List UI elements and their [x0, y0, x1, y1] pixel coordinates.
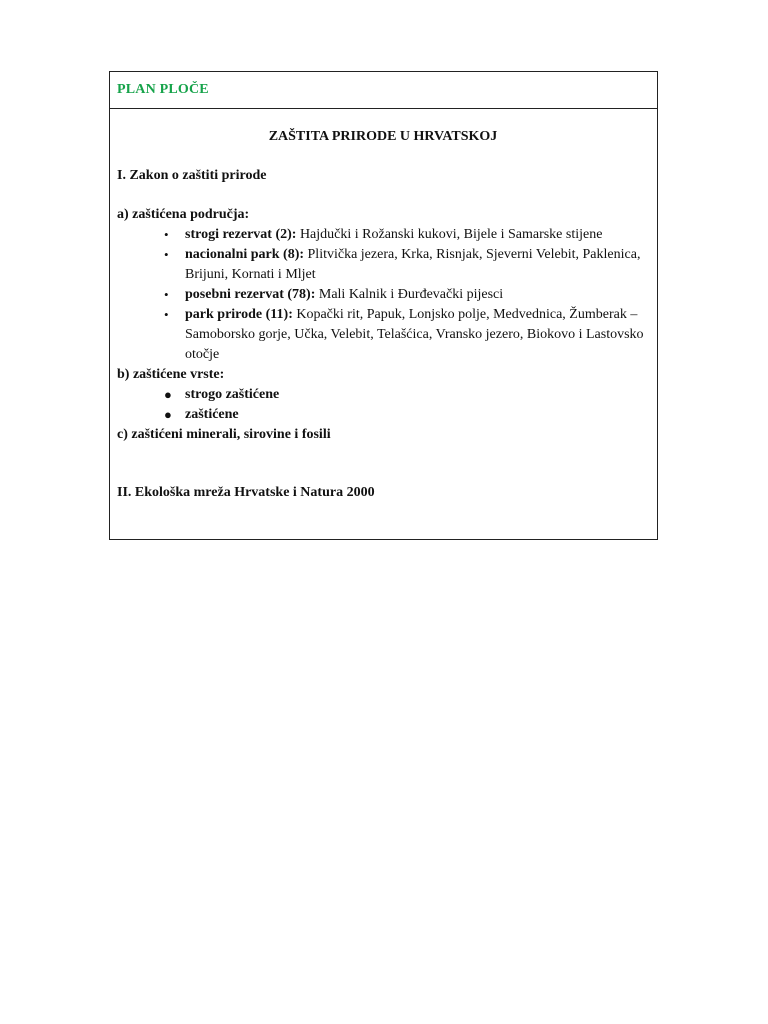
- item-desc: Mali Kalnik i Đurđevački pijesci: [315, 287, 504, 302]
- bullet-icon: ●: [164, 387, 172, 402]
- protected-species-list: [117, 385, 649, 425]
- bullet-icon: •: [164, 307, 169, 322]
- item-desc: Kopački rit, Papuk, Lonjsko polje, Medvednica, Žumberak – Samoborsko gorje, Učka, Velebit, Telašćica, Vransko jezero, Biokovo i Lastovsko otočje: [185, 307, 644, 362]
- list-item: [164, 405, 649, 425]
- subsection-c-heading: c) zaštićeni minerali, sirovine i fosili: [117, 427, 331, 442]
- content-cell: [110, 127, 657, 503]
- section-1-heading: I. Zakon o zaštiti prirode: [117, 168, 267, 183]
- subsection-a-heading: a) zaštićena područja:: [117, 207, 250, 222]
- bullet-icon: •: [164, 287, 169, 302]
- item-term: zaštićene: [185, 407, 239, 422]
- protected-areas-list: [117, 225, 649, 365]
- header-title: PLAN PLOČE: [117, 82, 209, 97]
- list-item: [164, 285, 649, 305]
- item-desc: Plitvička jezera, Krka, Risnjak, Sjeverni Velebit, Paklenica, Brijuni, Kornati i Mljet: [185, 247, 641, 282]
- lesson-plan-table: [109, 71, 658, 540]
- list-item: [164, 225, 649, 245]
- subsection-b-heading: b) zaštićene vrste:: [117, 367, 225, 382]
- item-term: nacionalni park (8):: [185, 247, 305, 262]
- item-term: strogo zaštićene: [185, 387, 280, 402]
- section-2-heading: II. Ekološka mreža Hrvatske i Natura 2000: [117, 485, 375, 500]
- list-item: [164, 245, 649, 285]
- list-item: [164, 305, 649, 365]
- page-title: ZAŠTITA PRIRODE U HRVATSKOJ: [268, 129, 498, 144]
- item-term: strogi rezervat (2):: [185, 227, 297, 242]
- item-term: posebni rezervat (78):: [185, 287, 316, 302]
- spacer: [117, 445, 649, 483]
- bullet-icon: ●: [164, 407, 172, 422]
- bullet-icon: •: [164, 227, 169, 242]
- bullet-icon: •: [164, 247, 169, 262]
- item-desc: Hajdučki i Rožanski kukovi, Bijele i Samarske stijene: [296, 227, 603, 242]
- item-term: park prirode (11):: [185, 307, 293, 322]
- header-cell: [110, 72, 657, 109]
- list-item: [164, 385, 649, 405]
